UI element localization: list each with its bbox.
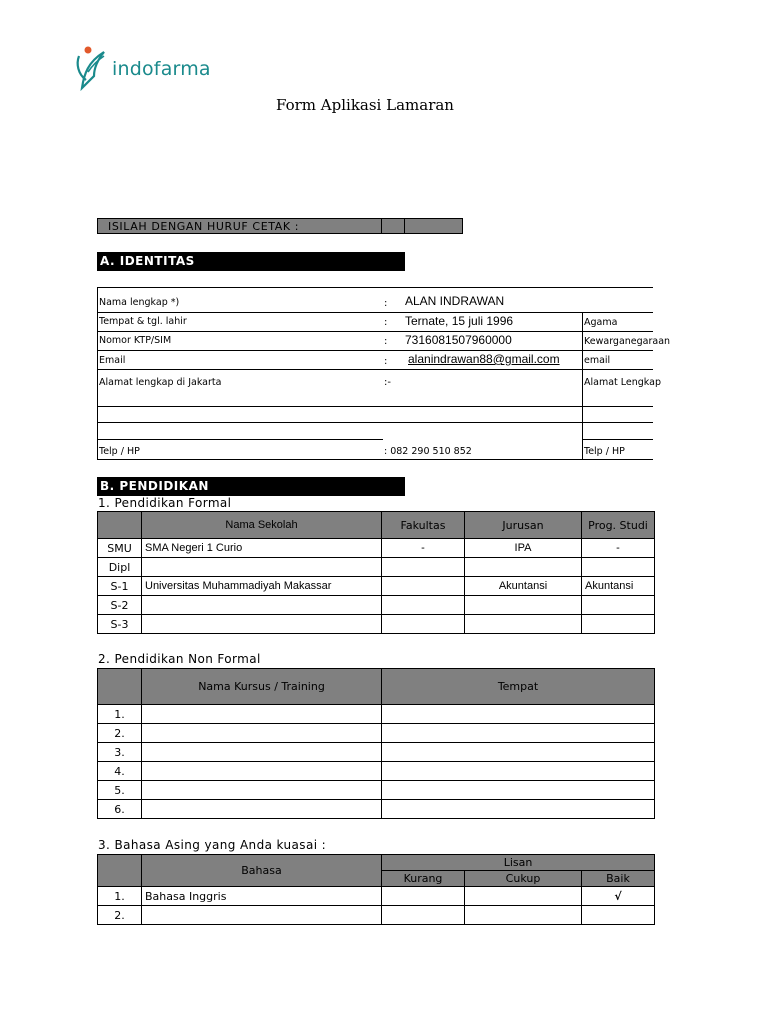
nonformal-subtitle: 2. Pendidikan Non Formal <box>98 652 261 666</box>
identity-line <box>97 439 383 440</box>
header-fakultas: Fakultas <box>382 512 465 539</box>
row-number: 1. <box>98 705 142 724</box>
identity-line <box>97 422 653 423</box>
header-nama-kursus: Nama Kursus / Training <box>142 669 382 705</box>
jurusan-cell[interactable]: IPA <box>465 539 582 558</box>
label-email-right: email <box>584 355 611 366</box>
table-row <box>98 596 655 615</box>
label-alamat: Alamat lengkap di Jakarta <box>99 377 222 388</box>
header-cell <box>98 669 142 705</box>
fakultas-cell[interactable] <box>382 577 465 596</box>
colon: :- <box>384 377 391 388</box>
row-number: 5. <box>98 781 142 800</box>
prog-studi-cell[interactable]: Akuntansi <box>582 577 655 596</box>
kursus-cell[interactable] <box>142 705 382 724</box>
table-header-row <box>98 669 655 705</box>
instruction-divider <box>404 219 405 233</box>
jurusan-cell[interactable] <box>465 558 582 577</box>
tempat-cell[interactable] <box>382 800 655 819</box>
kursus-cell[interactable] <box>142 800 382 819</box>
fakultas-cell[interactable] <box>382 596 465 615</box>
kurang-cell[interactable] <box>382 906 465 925</box>
bahasa-cell[interactable] <box>142 906 382 925</box>
table-row <box>98 558 655 577</box>
table-row <box>98 539 655 558</box>
label-email: Email <box>99 355 126 366</box>
identity-line <box>97 312 653 313</box>
label-alamat-right: Alamat Lengkap <box>584 377 661 388</box>
value-ttl[interactable]: Ternate, 15 juli 1996 <box>405 314 514 328</box>
value-ktp[interactable]: 7316081507960000 <box>405 333 512 347</box>
row-number: 1. <box>98 887 142 906</box>
header-bahasa: Bahasa <box>142 855 382 887</box>
table-row <box>98 615 655 634</box>
level-cell: S-2 <box>98 596 142 615</box>
label-nama: Nama lengkap *) <box>99 297 180 308</box>
level-cell: SMU <box>98 539 142 558</box>
identity-line <box>97 287 653 288</box>
jurusan-cell[interactable] <box>465 615 582 634</box>
header-cukup: Cukup <box>465 871 582 887</box>
leaf-logo-icon <box>74 44 114 94</box>
formal-subtitle: 1. Pendidikan Formal <box>98 496 232 510</box>
tempat-cell[interactable] <box>382 705 655 724</box>
label-agama: Agama <box>584 317 618 328</box>
label-kewarganegaraan: Kewarganegaraan <box>584 336 671 347</box>
prog-studi-cell[interactable]: - <box>582 539 655 558</box>
indofarma-logo <box>74 44 234 94</box>
form-title: Form Aplikasi Lamaran <box>276 96 454 114</box>
header-tempat: Tempat <box>382 669 655 705</box>
school-cell[interactable] <box>142 615 382 634</box>
school-cell[interactable] <box>142 596 382 615</box>
identity-line <box>97 459 653 460</box>
prog-studi-cell[interactable] <box>582 596 655 615</box>
header-kurang: Kurang <box>382 871 465 887</box>
table-row <box>98 743 655 762</box>
bahasa-cell[interactable]: Bahasa Inggris <box>142 887 382 906</box>
identity-line <box>97 331 653 332</box>
table-row <box>98 724 655 743</box>
table-row <box>98 906 655 925</box>
identity-line <box>97 350 653 351</box>
header-cell <box>98 512 142 539</box>
school-cell[interactable]: SMA Negeri 1 Curio <box>142 539 382 558</box>
baik-cell[interactable] <box>582 906 655 925</box>
jurusan-cell[interactable] <box>465 596 582 615</box>
header-jurusan: Jurusan <box>465 512 582 539</box>
language-table <box>97 854 655 925</box>
colon: : <box>384 356 388 367</box>
header-cell <box>98 855 142 887</box>
instruction-text: ISILAH DENGAN HURUF CETAK : <box>108 220 300 233</box>
label-telp-right: Telp / HP <box>584 446 625 457</box>
instruction-bar <box>97 218 463 234</box>
level-cell: S-3 <box>98 615 142 634</box>
tempat-cell[interactable] <box>382 781 655 800</box>
cukup-cell[interactable] <box>465 906 582 925</box>
value-nama[interactable]: ALAN INDRAWAN <box>405 294 505 308</box>
table-row <box>98 577 655 596</box>
identity-vline <box>97 287 98 460</box>
tempat-cell[interactable] <box>382 762 655 781</box>
fakultas-cell[interactable] <box>382 558 465 577</box>
table-row <box>98 781 655 800</box>
kursus-cell[interactable] <box>142 762 382 781</box>
colon: : <box>384 336 388 347</box>
fakultas-cell[interactable]: - <box>382 539 465 558</box>
header-baik: Baik <box>582 871 655 887</box>
header-lisan: Lisan <box>382 855 655 871</box>
prog-studi-cell[interactable] <box>582 558 655 577</box>
row-number: 4. <box>98 762 142 781</box>
colon: : <box>384 317 388 328</box>
bahasa-subtitle: 3. Bahasa Asing yang Anda kuasai : <box>98 838 327 852</box>
row-number: 2. <box>98 906 142 925</box>
kursus-cell[interactable] <box>142 781 382 800</box>
kursus-cell[interactable] <box>142 743 382 762</box>
tempat-cell[interactable] <box>382 724 655 743</box>
section-a-header: A. IDENTITAS <box>97 252 405 271</box>
table-row <box>98 800 655 819</box>
level-cell: S-1 <box>98 577 142 596</box>
formal-education-table <box>97 511 655 634</box>
identity-vline <box>582 312 583 460</box>
value-telp[interactable]: : 082 290 510 852 <box>384 446 472 457</box>
table-header-row <box>98 512 655 539</box>
label-telp: Telp / HP <box>99 446 140 457</box>
kurang-cell[interactable] <box>382 887 465 906</box>
table-row <box>98 762 655 781</box>
prog-studi-cell[interactable] <box>582 615 655 634</box>
logo-text: indofarma <box>112 58 211 80</box>
value-email[interactable]: alanindrawan88@gmail.com <box>408 352 560 366</box>
header-prog-studi: Prog. Studi <box>582 512 655 539</box>
jurusan-cell[interactable]: Akuntansi <box>465 577 582 596</box>
school-cell[interactable] <box>142 558 382 577</box>
row-number: 3. <box>98 743 142 762</box>
table-row <box>98 705 655 724</box>
baik-cell[interactable]: √ <box>582 887 655 906</box>
label-ttl: Tempat & tgl. lahir <box>99 316 187 327</box>
kursus-cell[interactable] <box>142 724 382 743</box>
level-cell: Dipl <box>98 558 142 577</box>
label-ktp: Nomor KTP/SIM <box>99 335 172 346</box>
colon: : <box>384 298 388 309</box>
identity-line <box>97 369 653 370</box>
cukup-cell[interactable] <box>465 887 582 906</box>
tempat-cell[interactable] <box>382 743 655 762</box>
school-cell[interactable]: Universitas Muhammadiyah Makassar <box>142 577 382 596</box>
nonformal-education-table <box>97 668 655 819</box>
identity-line <box>582 439 653 440</box>
header-nama-sekolah: Nama Sekolah <box>142 512 382 539</box>
row-number: 2. <box>98 724 142 743</box>
table-row <box>98 887 655 906</box>
instruction-divider <box>381 219 382 233</box>
identity-line <box>97 406 653 407</box>
section-b-header: B. PENDIDIKAN <box>97 477 405 496</box>
fakultas-cell[interactable] <box>382 615 465 634</box>
table-header-row <box>98 855 655 871</box>
row-number: 6. <box>98 800 142 819</box>
